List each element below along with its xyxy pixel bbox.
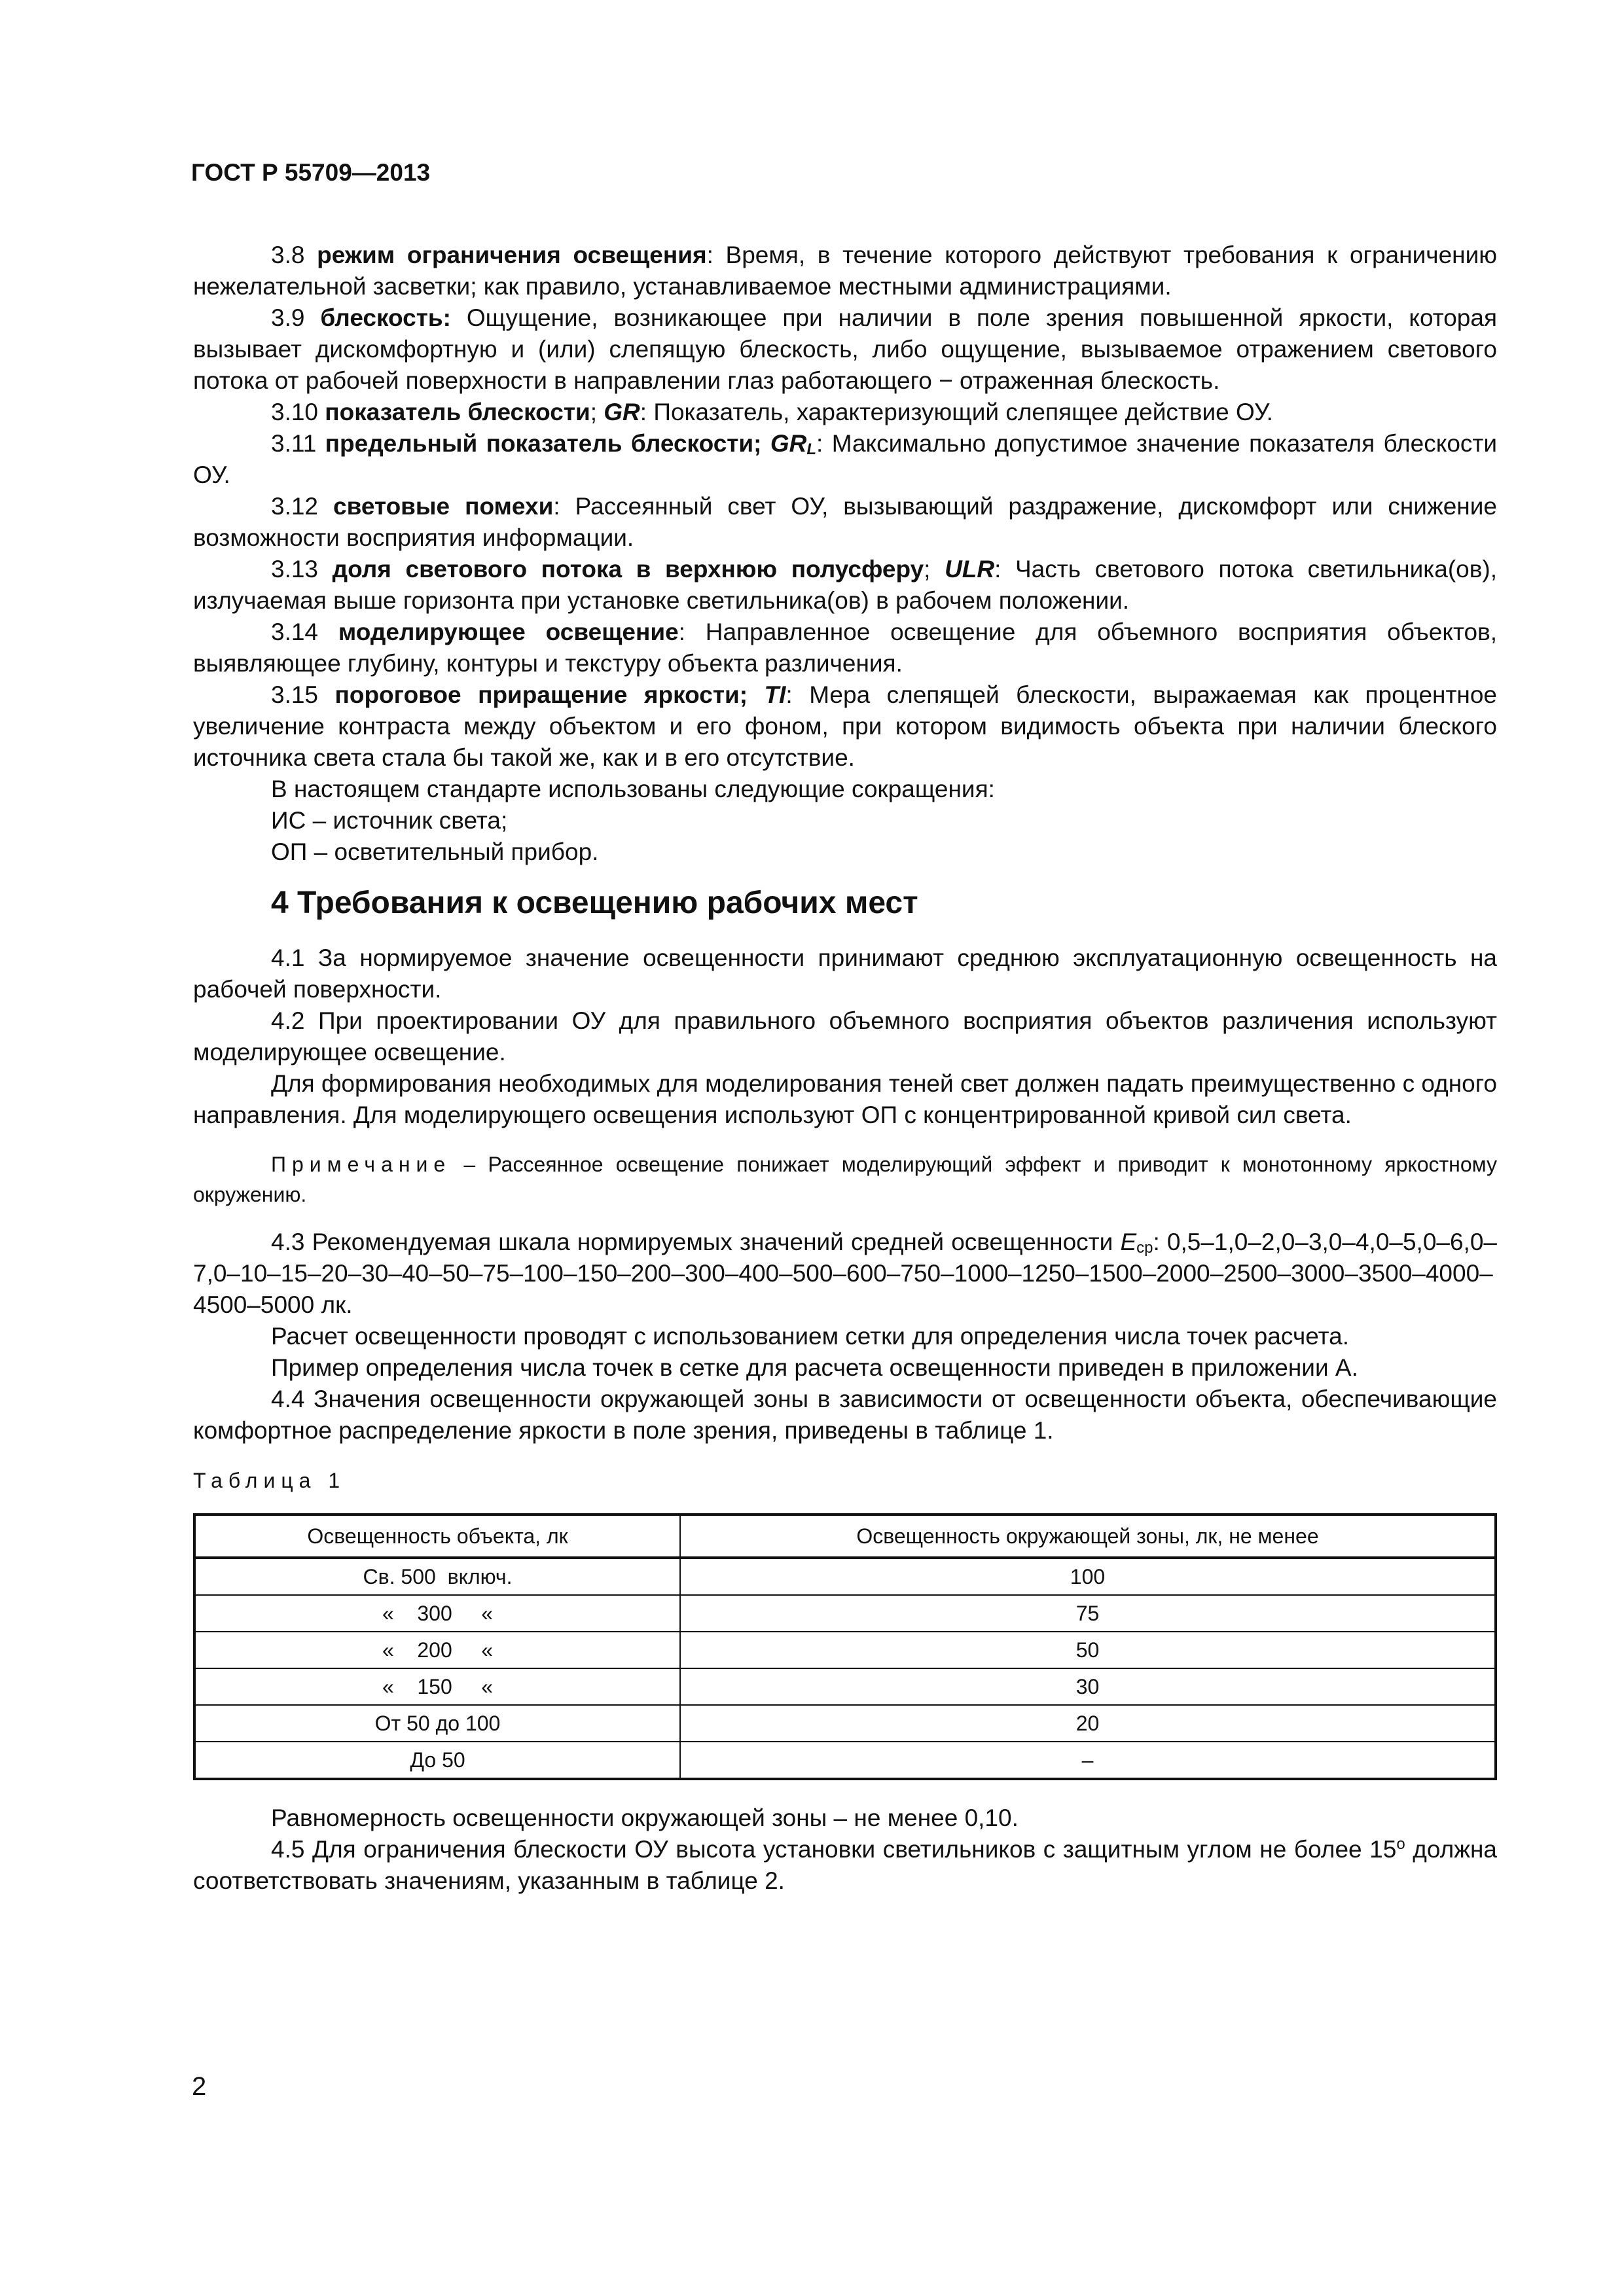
document-header: ГОСТ Р 55709—2013 [191, 159, 431, 186]
definition-number: 3.15 [271, 681, 335, 708]
definition-text: Часть светового потока светильника(ов), излучаемая выше горизонта при установке светильника(ов) в рабочем положении. [193, 556, 1498, 614]
paragraph-uniformity: Равномерность освещенности окружающей зоны – не менее 0,10. [271, 1804, 1019, 1831]
definition-number: 3.10 [271, 399, 325, 425]
paragraph-4-4: 4.4 Значения освещенности окружающей зоны в зависимости от освещенности объекта, обеспечивающие комфортное распределение яркости в поле зрения, приведены в таблице 1. [193, 1386, 1497, 1444]
definition-3-11 [193, 428, 1497, 491]
table-cell: 100 [680, 1558, 1496, 1595]
table-header-row [194, 1515, 1496, 1558]
table-cell: « 300 « [194, 1595, 680, 1632]
table-row [194, 1595, 1496, 1632]
definition-3-13 [193, 554, 1497, 617]
paragraph-4-3-text: 4.3 Рекомендуемая шкала нормируемых значений средней освещенности [271, 1229, 1121, 1255]
definition-symbol: GR [770, 430, 807, 457]
definition-separator: : [994, 556, 1016, 583]
table-cell: 75 [680, 1595, 1496, 1632]
paragraph-example: Пример определения числа точек в сетке для расчета освещенности приведен в приложении А. [271, 1354, 1358, 1381]
definition-number: 3.8 [271, 242, 317, 268]
illuminance-symbol: E [1120, 1229, 1137, 1255]
degree-mark: о [1396, 1835, 1405, 1853]
definition-3-8 [193, 240, 1497, 302]
definition-text: Время, в течение которого действуют требования к ограничению нежелательной засветки; как правило, устанавливаемое местными администрациями. [193, 242, 1497, 300]
paragraph-4-3 [193, 1227, 1497, 1321]
definition-separator: : [640, 399, 654, 425]
table-cell: 20 [680, 1705, 1496, 1742]
abbreviations-intro: В настоящем стандарте использованы следующие сокращения: [271, 776, 995, 802]
table-caption: Таблица 1 [193, 1469, 346, 1492]
definition-number: 3.13 [271, 556, 333, 583]
table-row [194, 1705, 1496, 1742]
paragraph-4-2-shadows: Для формирования необходимых для моделирования теней свет должен падать преимущественно с одного направления. Для моделирующего освещения используют ОП с концентрированной кривой сил света. [193, 1070, 1497, 1128]
abbreviation-item: ИС – источник света; [271, 807, 508, 834]
definition-number: 3.14 [271, 619, 338, 645]
paragraph-4-1: 4.1 За нормируемое значение освещенности принимают среднюю эксплуатационную освещенность на рабочей поверхности. [193, 944, 1497, 1003]
definition-separator: : [816, 430, 832, 457]
definition-symbol-space [761, 430, 770, 457]
table-cell: – [680, 1742, 1496, 1779]
definition-term: доля светового потока в верхнюю полусферу [332, 556, 924, 583]
definition-text: Мера слепящей блескости, выражаемая как процентное увеличение контраста между объектом и его фоном, при котором видимость объекта при наличии блеского источника света стала бы такой же, как и в его отсутствие. [193, 681, 1498, 771]
definition-number: 3.12 [271, 493, 334, 520]
definitions [193, 240, 1497, 774]
definition-3-14 [193, 617, 1497, 679]
page-number: 2 [192, 2072, 207, 2101]
definition-3-15 [193, 679, 1497, 774]
abbreviation-item: ОП – осветительный прибор. [271, 838, 599, 865]
table-cell: 30 [680, 1668, 1496, 1705]
paragraph-4-5-text-end: должна соответствовать значениям, указанным в таблице 2. [193, 1836, 1497, 1894]
definition-separator: : [706, 242, 726, 268]
table-row [194, 1742, 1496, 1779]
table-cell: « 150 « [194, 1668, 680, 1705]
definition-separator: : [678, 619, 706, 645]
table-row [194, 1632, 1496, 1668]
definition-separator: : [785, 681, 810, 708]
table-cell: « 200 « [194, 1632, 680, 1668]
table-header-cell: Освещенность объекта, лк [194, 1515, 680, 1558]
definition-symbol-space [748, 681, 765, 708]
table-1 [193, 1513, 1497, 1780]
definition-symbol: TI [764, 681, 786, 708]
table-cell: Св. 500 включ. [194, 1558, 680, 1595]
definition-3-9 [193, 302, 1497, 397]
definition-separator: : [553, 493, 575, 520]
illuminance-subscript: ср [1136, 1239, 1153, 1257]
definition-term: блескость: [320, 304, 451, 331]
note-label: Примечание [271, 1153, 452, 1176]
definition-separator [451, 304, 467, 331]
definition-term: режим ограничения освещения [317, 242, 707, 268]
definition-symbol: ULR [945, 556, 995, 583]
definition-symbol: GR [604, 399, 640, 425]
paragraph-4-5 [193, 1834, 1497, 1897]
definition-symbol-subscript: L [806, 440, 817, 458]
definition-text: Рассеянный свет ОУ, вызывающий раздражение, дискомфорт или снижение возможности восприятия информации. [193, 493, 1497, 551]
note-text: – Рассеянное освещение понижает моделирующий эффект и приводит к монотонному яркостному окружению. [193, 1153, 1497, 1206]
definition-term: показатель блескости [325, 399, 590, 425]
table-row [194, 1668, 1496, 1705]
illuminance-scale: : 0,5–1,0–2,0–3,0–4,0–5,0–6,0–7,0–10–15–20–30–40–50–75–100–150–200–300–400–500–600–750–1000–1250–1500–2000–2500–3000–3500–4000–4500–5000 лк. [193, 1229, 1497, 1318]
paragraph-4-2: 4.2 При проектировании ОУ для правильного объемного восприятия объектов различения используют моделирующее освещение. [193, 1007, 1497, 1066]
table-cell: До 50 [194, 1742, 680, 1779]
paragraph-calc: Расчет освещенности проводят с использованием сетки для определения числа точек расчета. [271, 1323, 1349, 1350]
definition-text: Максимально допустимое значение показателя блескости ОУ. [193, 430, 1498, 488]
table-header-cell: Освещенность окружающей зоны, лк, не менее [680, 1515, 1496, 1558]
definition-text: Направленное освещение для объемного восприятия объектов, выявляющее глубину, контуры и текстуру объекта различения. [193, 619, 1498, 677]
definition-symbol-separator: ; [924, 556, 945, 583]
table-cell: От 50 до 100 [194, 1705, 680, 1742]
definition-term: пороговое приращение яркости; [334, 681, 748, 708]
definition-number: 3.9 [271, 304, 321, 331]
definition-text: Ощущение, возникающее при наличии в поле зрения повышенной яркости, которая вызывает дискомфортную и (или) слепящую блескость, либо ощущение, вызываемое отражением светового потока от рабочей поверхности в направлении глаз работающего − отраженная блескость. [193, 304, 1498, 394]
paragraph-4-5-text: 4.5 Для ограничения блескости ОУ высота установки светильников с защитным углом не более 15 [271, 1836, 1397, 1863]
definition-symbol-separator: ; [590, 399, 604, 425]
definition-text: Показатель, характеризующий слепящее действие ОУ. [653, 399, 1273, 425]
definition-3-10 [193, 397, 1497, 428]
table-row [194, 1558, 1496, 1595]
section-heading: 4 Требования к освещению рабочих мест [271, 886, 918, 920]
table-cell: 50 [680, 1632, 1496, 1668]
definition-3-12 [193, 491, 1497, 554]
definition-term: моделирующее освещение [338, 619, 679, 645]
definition-number: 3.11 [271, 430, 325, 457]
definition-term: световые помехи [333, 493, 554, 520]
note [193, 1149, 1497, 1210]
definition-term: предельный показатель блескости; [325, 430, 762, 457]
